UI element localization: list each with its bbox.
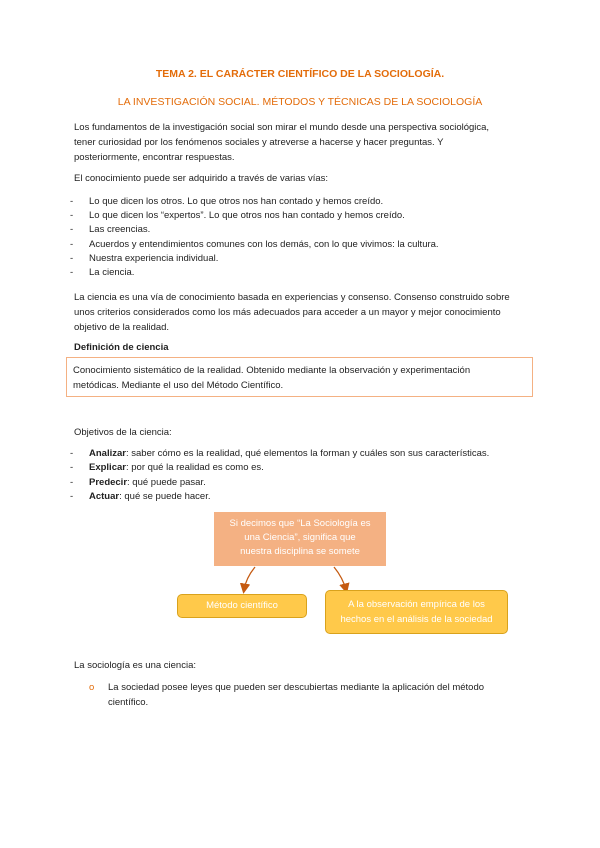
objective-item: - Explicar: por qué la realidad es como es. xyxy=(70,462,264,473)
diagram-top-line: una Ciencia”, significa que xyxy=(244,532,356,543)
science-line: objetivo de la realidad. xyxy=(74,322,170,333)
list-item: - Nuestra experiencia individual. xyxy=(70,253,219,264)
diagram-right-line: hechos en el análisis de la sociedad xyxy=(340,614,493,625)
definition-line: Conocimiento sistemático de la realidad. Obtenido mediante la observación y experimentación xyxy=(73,365,471,376)
intro-line: Los fundamentos de la investigación social son mirar el mundo desde una perspectiva sociológica, xyxy=(74,122,490,133)
intro-line: posteriormente, encontrar respuestas. xyxy=(74,152,235,163)
diagram-top-line: Si decimos que “La Sociología es xyxy=(229,518,371,529)
list-item: - Lo que dicen los otros. Lo que otros nos han contado y hemos creído. xyxy=(70,196,384,207)
objective-item: - Actuar: qué se puede hacer. xyxy=(70,491,211,502)
sociology-line: científico. xyxy=(108,697,149,708)
knowledge-intro: El conocimiento puede ser adquirido a través de varias vías: xyxy=(74,173,328,184)
list-item: - Las creencias. xyxy=(70,224,151,235)
diagram-left-box xyxy=(177,594,307,618)
definition-heading: Definición de ciencia xyxy=(74,342,169,353)
diagram-left-text: Método científico xyxy=(206,600,278,611)
science-line: La ciencia es una vía de conocimiento basada en experiencias y consenso. Consenso construido sobre xyxy=(74,292,510,303)
list-item: - Acuerdos y entendimientos comunes con los demás, con lo que vivimos: la cultura. xyxy=(70,239,439,250)
arrow-right xyxy=(334,567,346,590)
sociology-heading: La sociología es una ciencia: xyxy=(74,660,196,671)
arrow-left xyxy=(244,567,255,590)
circle-bullet-icon: o xyxy=(89,682,95,693)
sociology-line: La sociedad posee leyes que pueden ser descubiertas mediante la aplicación del método xyxy=(108,682,485,693)
list-item: - Lo que dicen los “expertos”. Lo que otros nos han contado y hemos creído. xyxy=(70,210,405,221)
document-title: TEMA 2. EL CARÁCTER CIENTÍFICO DE LA SOCIOLOGÍA. xyxy=(155,68,445,80)
diagram-right-line: A la observación empírica de los xyxy=(348,599,485,610)
diagram-right-box xyxy=(325,590,508,634)
intro-line: tener curiosidad por los fenómenos sociales y atreverse a hacerse y hacer preguntas. Y xyxy=(74,137,444,148)
objectives-heading: Objetivos de la ciencia: xyxy=(74,427,172,438)
science-line: unos criterios considerados como los más adecuados para acceder a un mayor y mejor conocimiento xyxy=(74,307,501,318)
sociology-point xyxy=(89,680,528,710)
diagram-top-line: nuestra disciplina se somete xyxy=(240,546,360,557)
definition-line: metódicas. Mediante el uso del Método Científico. xyxy=(73,380,284,391)
document-subtitle: LA INVESTIGACIÓN SOCIAL. MÉTODOS Y TÉCNICAS DE LA SOCIOLOGÍA xyxy=(117,96,483,108)
list-item: - La ciencia. xyxy=(70,267,135,278)
objective-item: - Predecir: qué puede pasar. xyxy=(70,477,206,488)
objective-item: - Analizar: saber cómo es la realidad, qué elementos la forman y cuáles son sus características. xyxy=(70,448,490,459)
